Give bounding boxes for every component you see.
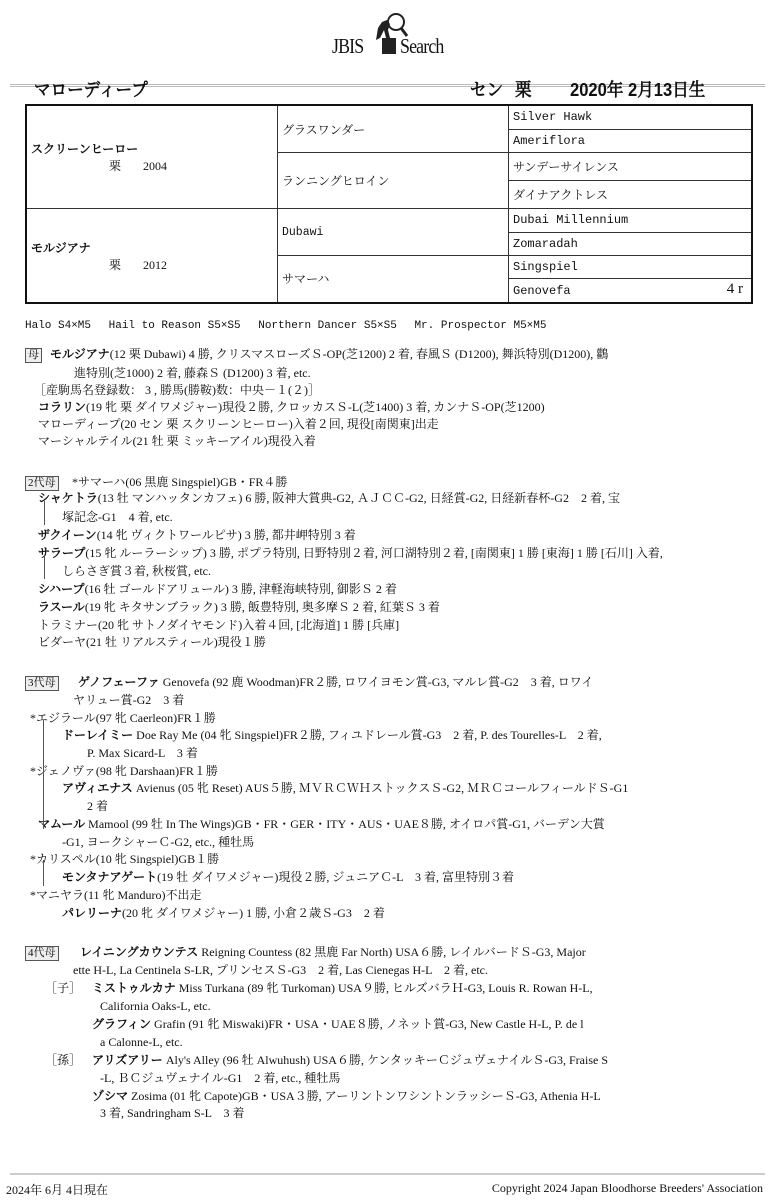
gen3-last-row xyxy=(509,279,753,303)
horse-name-link[interactable]: ミストゥルカナ xyxy=(92,981,176,995)
record-text: (15 牝 ルーラーシップ) 3 勝, ポプラ特別, 日野特別２着, 河口湖特別２着, [南関東] 1 勝 [東海] 1 勝 [石川] 入着, xyxy=(85,546,663,560)
pedigree-table xyxy=(25,104,753,304)
record-text: ヤリュー賞-G2 3 着 xyxy=(73,693,185,707)
horse-name-link[interactable]: レイニングカウンテス xyxy=(80,945,199,959)
record-continuation-line xyxy=(38,416,439,432)
horse-record-line xyxy=(38,545,663,561)
record-text: (16 牡 ゴールドアリュール) 3 勝, 津軽海峡特別, 御影Ｓ 2 着 xyxy=(84,582,397,596)
gen3-ancestor[interactable]: Singspiel xyxy=(509,255,753,278)
section-tag-wrapper xyxy=(25,674,67,691)
inbreeding-summary: Halo S4×M5 Hail to Reason S5×S5 Northern Dancer S5×S5 Mr. Prospector M5×M5 xyxy=(25,320,547,332)
record-text: *ジェノヴァ(98 牝 Darshaan)FR１勝 xyxy=(30,764,218,778)
grandchild-label: ［孫］ xyxy=(45,1053,82,1067)
record-text: Zosima (01 牝 Capote)GB・USA３勝, アーリントンワシントンラッシーＳ-G3, Athenia H-L xyxy=(128,1089,601,1103)
horse-record-line xyxy=(38,490,620,506)
horse-record-line xyxy=(92,1088,601,1104)
record-text: マーシャルテイル(21 牡 栗 ミッキーアイル)現役入着 xyxy=(38,434,316,448)
record-text: a Calonne-L, etc. xyxy=(100,1035,183,1049)
section-tag-wrapper xyxy=(25,474,67,491)
horse-record-line xyxy=(62,869,514,885)
record-continuation-line xyxy=(62,834,254,850)
section-tag-wrapper xyxy=(25,346,50,363)
tree-connector-line xyxy=(44,555,45,579)
record-continuation-line xyxy=(30,763,218,779)
record-text: (19 牡 ダイワメジャー)現役２勝, ジュニアＣ-L 3 着, 富里特別３着 xyxy=(157,870,514,884)
sire-dam[interactable]: ランニングヒロイン xyxy=(278,153,509,209)
dam-cell[interactable] xyxy=(26,209,278,303)
horse-sex: セン xyxy=(470,80,504,100)
tree-connector-line xyxy=(43,773,44,829)
record-continuation-line xyxy=(30,710,216,726)
record-text: 進特別(芝1000) 2 着, 藤森Ｓ (D1200) 3 着, etc. xyxy=(74,366,311,380)
dam-dam[interactable]: サマーハ xyxy=(278,255,509,303)
horse-name-link[interactable]: ドーレイミー xyxy=(62,728,134,742)
record-text: Reigning Countess (82 黒鹿 Far North) USA６勝, レイルバードＳ-G3, Major xyxy=(198,945,586,959)
gen3-ancestor[interactable]: Silver Hawk xyxy=(509,105,753,129)
dam2-section-tag: 2代母 xyxy=(25,476,59,491)
horse-birthdate: 2020年 2月13日生 xyxy=(570,80,706,100)
record-text: *マニヤラ(11 牝 Manduro)不出走 xyxy=(30,888,202,902)
record-text: *カリスペル(10 牝 Singspiel)GB１勝 xyxy=(30,852,220,866)
record-continuation-line xyxy=(38,634,266,650)
horse-name-link[interactable]: ゾシマ xyxy=(92,1089,129,1103)
footer-divider xyxy=(10,1173,765,1175)
record-continuation-line xyxy=(30,851,219,867)
horse-name-link[interactable]: モンタナアゲート xyxy=(62,870,158,884)
tree-connector-line xyxy=(43,720,44,776)
horse-record-line xyxy=(92,1016,584,1032)
horse-name: マローディープ xyxy=(34,80,148,100)
sire-year: 2004 xyxy=(143,159,168,174)
record-continuation-line xyxy=(72,474,287,490)
sire-sire[interactable]: グラスワンダー xyxy=(278,105,509,153)
dam-color: 栗 xyxy=(109,257,122,272)
record-text: マローディープ(20 セン 栗 スクリーンヒーロー)入着２回, 現役[南関東]出走 xyxy=(38,417,439,431)
horse-record-line xyxy=(80,944,586,960)
record-text: ビダーヤ(21 牡 リアルスティール)現役１勝 xyxy=(38,635,266,649)
record-text: *サマーハ(06 黒鹿 Singspiel)GB・FR４勝 xyxy=(72,475,288,489)
horse-name-link[interactable]: コラリン xyxy=(38,400,87,414)
horse-record-line xyxy=(78,674,593,690)
record-continuation-line xyxy=(30,887,202,903)
record-text: California Oaks-L, etc. xyxy=(100,999,211,1013)
record-continuation-line xyxy=(38,617,399,633)
dam-name: モルジアナ xyxy=(31,240,91,255)
horse-name-link[interactable]: シハープ xyxy=(38,582,85,596)
record-continuation-line xyxy=(73,962,488,978)
record-text: ［産駒馬名登録数： 3 , 勝馬(勝鞍)数：中央－１(２)］ xyxy=(34,383,320,397)
section-tag-wrapper xyxy=(25,944,67,961)
tree-connector-line xyxy=(44,501,45,525)
family-number: 4 r xyxy=(726,281,743,298)
logo-text-search: Search xyxy=(400,34,444,58)
gen3-ancestor[interactable]: Ameriflora xyxy=(509,129,753,152)
horse-name-link[interactable]: マムール xyxy=(38,817,86,831)
record-text: (19 牝 栗 ダイワメジャー)現役２勝, クロッカスＳ-L(芝1400) 3 着, カンナＳ-OP(芝1200) xyxy=(86,400,545,414)
horse-record-line xyxy=(92,1052,608,1068)
gen3-ancestor[interactable]: Dubai Millennium xyxy=(509,209,753,232)
horse-name-link[interactable]: ゲノフェーファ xyxy=(78,675,160,689)
dam3-section-tag: 3代母 xyxy=(25,676,59,691)
record-text: ette H-L, La Centinela S-LR, プリンセスＳ-G3 2 着, Las Cienegas H-L 2 着, etc. xyxy=(73,963,488,977)
horse-record-line xyxy=(38,816,605,832)
horse-name-link[interactable]: シャケトラ xyxy=(38,491,98,505)
record-text: しらさぎ賞３着, 秋桜賞, etc. xyxy=(62,564,211,578)
record-text: トラミナー(20 牝 サトノダイヤモンド)入着４回, [北海道] 1 勝 [兵庫] xyxy=(38,618,400,632)
dam-sire[interactable]: Dubawi xyxy=(278,209,509,256)
horse-color: 栗 xyxy=(515,80,532,100)
horse-record-line xyxy=(62,727,602,743)
record-continuation-line xyxy=(100,998,211,1014)
record-text: *エジラール(97 牝 Caerleon)FR１勝 xyxy=(30,711,216,725)
jbis-search-logo[interactable] xyxy=(330,8,460,56)
horse-name-link[interactable]: グラフィン xyxy=(92,1017,152,1031)
gen3-ancestor[interactable]: サンデーサイレンス xyxy=(509,153,753,181)
record-continuation-line xyxy=(38,433,316,449)
horse-record-line xyxy=(62,780,628,796)
record-continuation-line xyxy=(62,563,211,579)
sire-color: 栗 xyxy=(109,159,122,174)
record-text: 2 着 xyxy=(87,799,109,813)
record-continuation-line xyxy=(87,798,108,814)
horse-record-line xyxy=(38,399,545,415)
record-text: 塚記念-G1 4 着, etc. xyxy=(62,510,173,524)
logo-text-jbis: JBIS xyxy=(332,34,364,58)
dam-year: 2012 xyxy=(143,257,168,272)
record-text: -L, ＢＣジュヴェナイル-G1 2 着, etc., 種牡馬 xyxy=(100,1071,341,1085)
horse-record-line xyxy=(38,599,440,615)
gen3-ancestor[interactable]: Zomaradah xyxy=(509,232,753,255)
child-label: ［子］ xyxy=(45,981,82,995)
record-text: -G1, ヨークシャーＣ-G2, etc., 種牡馬 xyxy=(62,835,255,849)
record-text: Mamool (99 牡 In The Wings)GB・FR・GER・ITY・AUS・UAE８勝, オイロパ賞-G1, バーデン大賞 xyxy=(85,817,605,831)
dam-section-tag: 母 xyxy=(25,348,42,363)
record-text: (13 牡 マンハッタンカフェ) 6 勝, 阪神大賞典-G2, ＡＪＣＣ-G2, 日経賞-G2, 日経新春杯-G2 2 着, 宝 xyxy=(97,491,620,505)
gen3-ancestor[interactable]: Genovefa xyxy=(513,283,571,298)
horse-record-line xyxy=(38,581,397,597)
record-text: Avienus (05 牝 Reset) AUS５勝, ＭＶＲＣＷＨストックスＳ-G2, ＭＲＣコールフィールドＳ-G1 xyxy=(132,781,629,795)
record-continuation-line xyxy=(74,365,311,381)
horse-name-link[interactable]: ラスール xyxy=(38,600,85,614)
dam4-section-tag: 4代母 xyxy=(25,946,59,961)
record-text: (12 栗 Dubawi) 4 勝, クリスマスローズＳ-OP(芝1200) 2 着, 春風Ｓ (D1200), 舞浜特別(D1200), 鸛 xyxy=(109,347,609,361)
horse-record-line xyxy=(50,346,608,362)
record-text: Miss Turkana (89 牝 Turkoman) USA９勝, ヒルズバラＨ-G3, Louis R. Rowan H-L, xyxy=(175,981,593,995)
record-text: Aly's Alley (96 牡 Alwuhush) USA６勝, ケンタッキーＣジュヴェナイルＳ-G3, Fraise S xyxy=(162,1053,609,1067)
horse-name-link[interactable]: モルジアナ xyxy=(50,347,110,361)
horse-name-link[interactable]: パレリーナ xyxy=(62,906,123,920)
gen3-ancestor[interactable]: ダイナアクトレス xyxy=(509,181,753,209)
copyright: Copyright 2024 Japan Bloodhorse Breeders' Association xyxy=(491,1181,763,1195)
horse-name-link[interactable]: アヴィエナス xyxy=(62,781,133,795)
record-continuation-line xyxy=(87,745,198,761)
record-continuation-line xyxy=(34,382,320,398)
record-text: Grafin (91 牝 Miswaki)FR・USA・UAE８勝, ノネット賞-G3, New Castle H-L, P. de l xyxy=(151,1017,584,1031)
record-text: (19 牝 キタサンブラック) 3 勝, 飯豊特別, 奥多摩Ｓ 2 着, 紅葉Ｓ 3 着 xyxy=(84,600,440,614)
horse-name-link[interactable]: ザクイーン xyxy=(38,528,97,542)
as-of-date: 2024年 6月 4日現在 xyxy=(6,1183,109,1197)
record-text: Doe Ray Me (04 牝 Singspiel)FR２勝, フィユドレール賞-G3 2 着, P. des Tourelles-L 2 着, xyxy=(133,728,602,742)
record-continuation-line xyxy=(100,1105,245,1121)
record-text: 3 着, Sandringham S-L 3 着 xyxy=(100,1106,245,1120)
record-continuation-line xyxy=(62,509,173,525)
horse-name-link[interactable]: アリズアリー xyxy=(92,1053,163,1067)
horse-name-link[interactable]: サラープ xyxy=(38,546,86,560)
horse-record-line xyxy=(92,980,593,996)
tree-connector-line xyxy=(43,860,44,886)
record-text: Genovefa (92 鹿 Woodman)FR２勝, ロワイヨモン賞-G3, マルレ賞-G2 3 着, ロワイ xyxy=(159,675,594,689)
record-text: (14 牝 ヴィクトワールピサ) 3 勝, 都井岬特別 3 着 xyxy=(96,528,356,542)
record-text: P. Max Sicard-L 3 着 xyxy=(87,746,198,760)
horse-record-line xyxy=(62,905,385,921)
record-text: (20 牝 ダイワメジャー) 1 勝, 小倉２歳Ｓ-G3 2 着 xyxy=(122,906,385,920)
horse-record-line xyxy=(38,527,356,543)
record-continuation-line xyxy=(73,692,184,708)
sire-cell[interactable] xyxy=(26,105,278,209)
record-continuation-line xyxy=(100,1034,183,1050)
sire-name: スクリーンヒーロー xyxy=(31,142,139,157)
record-continuation-line xyxy=(100,1070,340,1086)
